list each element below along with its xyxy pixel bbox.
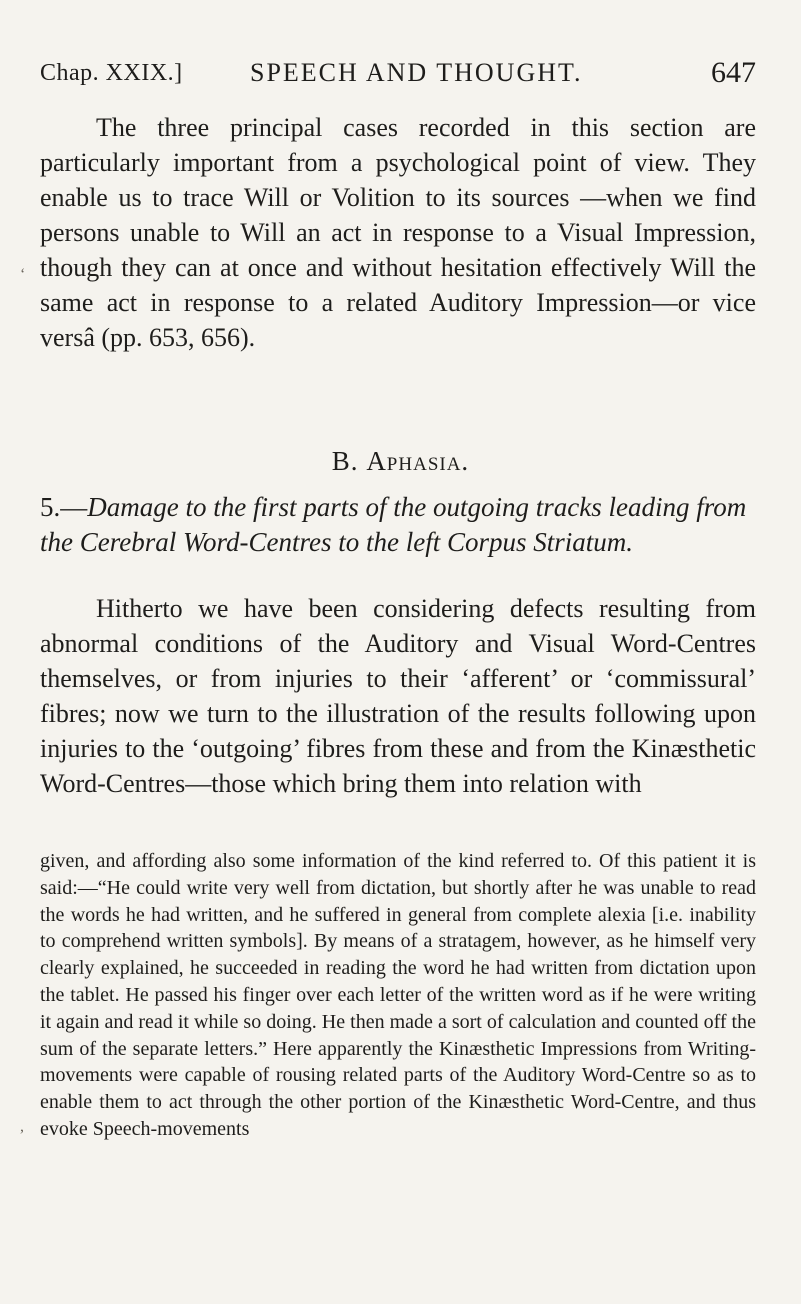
subsection-number: 5.— — [40, 492, 88, 522]
subsection-title: Damage to the first parts of the outgoing tracks leading from the Cerebral Word-Centres to the left Corpus Striatum. — [40, 492, 747, 557]
footnote — [40, 848, 756, 1143]
paragraph-volition — [40, 110, 756, 355]
section-heading — [0, 446, 801, 477]
footnote-text: given, and affording also some information of the kind referred to. Of this patient it is said:—“He could write very well from dictation, but shortly after he was unable to read the words he had written, and he suffered in general from complete alexia [i.e. inability to comprehend written symbols]. By means of a stratagem, however, as he himself very clearly explained, he succeeded in reading the word he had written from dictation upon the tablet. He passed his finger over each letter of the written word as if he were writing it again and read it while so doing. He then made a sort of calculation and counted off the sum of the separate letters.” Here apparently the Kinæsthetic Impressions from Writing-movements were capable of rousing related parts of the Auditory Word-Centre so as to enable them to act through the other portion of the Kinæsthetic Word-Centre, and thus evoke Speech-movements — [40, 850, 756, 1140]
margin-speck: ʻ — [20, 266, 26, 283]
paragraph-outgoing-tracks — [40, 565, 756, 827]
running-title: SPEECH AND THOUGHT. — [250, 58, 583, 87]
subsection-heading — [40, 490, 756, 560]
paragraph-text: The three principal cases recorded in this section are particularly important from a psychological point of view. They enable us to trace Will or Volition to its sources —when we find persons unable to Will an act in response to a Visual Impression, though they can at once and without hesitation effectively Will the same act in response to a related Auditory Impression—or vice versâ (pp. 653, 656). — [40, 113, 756, 352]
section-title: Aphasia. — [366, 446, 470, 476]
chapter-label: Chap. XXIX.] — [40, 60, 183, 86]
page-number: 647 — [711, 56, 756, 89]
section-letter: B. — [331, 446, 359, 476]
paragraph-text: Hitherto we have been considering defects resulting from abnormal conditions of the Auditory and Visual Word-Centres themselves, or from injuries to their ‘afferent’ or ‘commissural’ fibres; now we turn to the illustration of the results following upon injuries to the ‘outgoing’ fibres from these and from the Kinæsthetic Word-Centres—those which bring them into relation with — [40, 594, 756, 798]
margin-speck: , — [20, 1118, 24, 1135]
running-header — [40, 56, 756, 96]
